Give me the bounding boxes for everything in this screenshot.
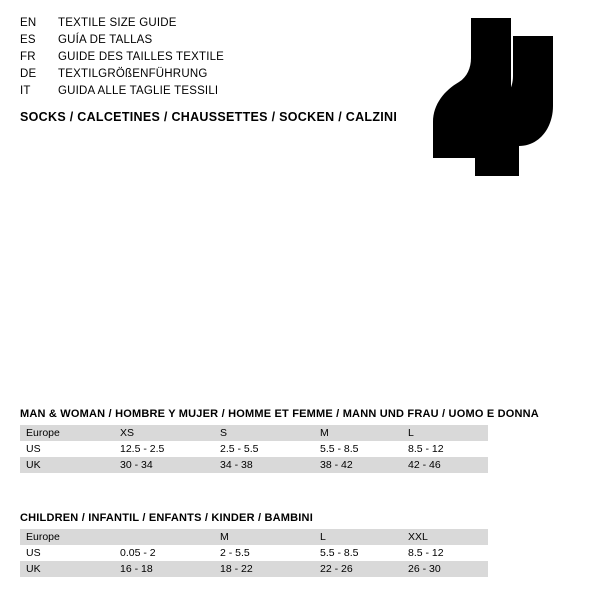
table-row (20, 457, 488, 473)
language-row (20, 51, 400, 68)
cell-value: 5.5 - 8.5 (314, 545, 402, 561)
cell-value: 5.5 - 8.5 (314, 441, 402, 457)
column-header: Europe (20, 425, 114, 441)
adult-section-title: MAN & WOMAN / HOMBRE Y MUJER / HOMME ET FEMME / MANN UND FRAU / UOMO E DONNA (20, 408, 539, 420)
cell-value: 2 - 5.5 (214, 545, 314, 561)
cell-value: 42 - 46 (402, 457, 488, 473)
column-header: M (314, 425, 402, 441)
language-list (20, 17, 400, 102)
language-code: ES (20, 34, 36, 46)
column-header: XXL (402, 529, 488, 545)
cell-value: 30 - 34 (114, 457, 214, 473)
table-row (20, 561, 488, 577)
cell-value: 16 - 18 (114, 561, 214, 577)
language-label: GUIDE DES TAILLES TEXTILE (58, 51, 225, 63)
page-title: SOCKS / CALCETINES / CHAUSSETTES / SOCKEN / CALZINI (20, 110, 398, 124)
children-section-title: CHILDREN / INFANTIL / ENFANTS / KINDER / BAMBINI (20, 512, 313, 524)
column-header (114, 529, 214, 545)
language-label: TEXTILGRÖßENFÜHRUNG (58, 68, 208, 80)
cell-value: 8.5 - 12 (402, 441, 488, 457)
column-header: M (214, 529, 314, 545)
row-label: UK (20, 561, 114, 577)
cell-value: 8.5 - 12 (402, 545, 488, 561)
table-row (20, 545, 488, 561)
column-header: XS (114, 425, 214, 441)
language-code: EN (20, 17, 37, 29)
cell-value: 12.5 - 2.5 (114, 441, 214, 457)
cell-value: 22 - 26 (314, 561, 402, 577)
children-size-section (20, 512, 580, 577)
cell-value: 26 - 30 (402, 561, 488, 577)
row-label: US (20, 441, 114, 457)
column-header: L (402, 425, 488, 441)
cell-value: 34 - 38 (214, 457, 314, 473)
cell-value: 0.05 - 2 (114, 545, 214, 561)
column-header: S (214, 425, 314, 441)
language-row (20, 68, 400, 85)
adult-size-section (20, 408, 580, 473)
column-header: Europe (20, 529, 114, 545)
table-header-row (20, 425, 488, 441)
row-label: US (20, 545, 114, 561)
socks-illustration (405, 18, 580, 178)
language-row (20, 17, 400, 34)
children-size-table (20, 529, 488, 577)
language-row (20, 85, 400, 102)
column-header: L (314, 529, 402, 545)
language-row (20, 34, 400, 51)
language-code: DE (20, 68, 37, 80)
table-header-row (20, 529, 488, 545)
cell-value: 18 - 22 (214, 561, 314, 577)
cell-value: 38 - 42 (314, 457, 402, 473)
language-label: GUÍA DE TALLAS (58, 34, 153, 46)
language-label: GUIDA ALLE TAGLIE TESSILI (58, 85, 219, 97)
table-row (20, 441, 488, 457)
language-code: IT (20, 85, 31, 97)
row-label: UK (20, 457, 114, 473)
language-label: TEXTILE SIZE GUIDE (58, 17, 177, 29)
language-code: FR (20, 51, 36, 63)
cell-value: 2.5 - 5.5 (214, 441, 314, 457)
adult-size-table (20, 425, 488, 473)
